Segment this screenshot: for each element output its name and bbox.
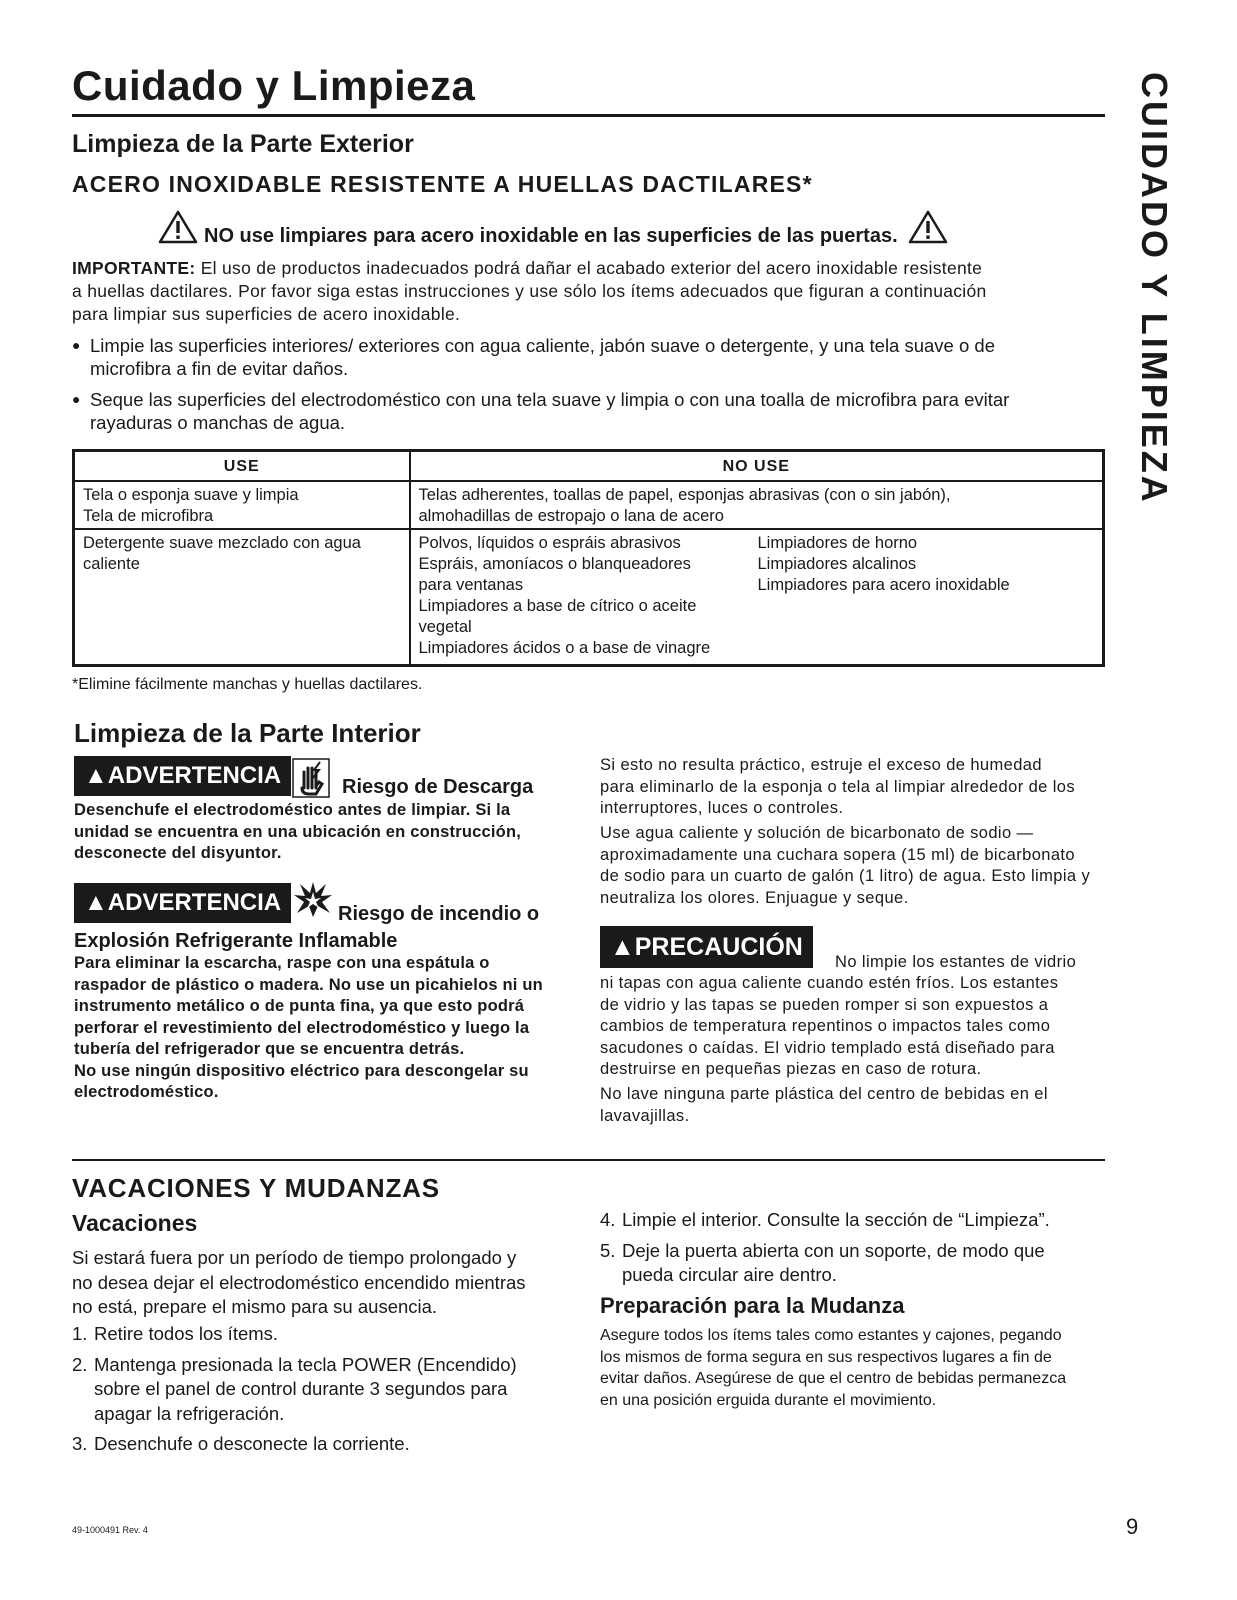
caution-text: ni tapas con agua caliente cuando estén fríos. Los estantes de vidrio y las tapas se pueden romper si son expuestos a cambios de temperatura repentinos o impactos tales como sacudones o caídas. El vidrio templado está diseñado para destruirse en pequeñas piezas en caso de rotura. <box>600 974 1059 1078</box>
fire-warning <box>74 883 291 923</box>
list-item: 3. Desenchufe o desconecte la corriente. <box>72 1433 410 1454</box>
sidebar-section-title: CUIDADO Y LIMPIEZA <box>1134 72 1175 505</box>
warning-badge: ▲ADVERTENCIA <box>74 883 291 923</box>
vacations-heading: VACACIONES Y MUDANZAS <box>72 1173 440 1203</box>
list-item: 4. Limpie el interior. Consulte la sección de “Limpieza”. <box>600 1209 1050 1230</box>
important-line: a huellas dactilares. Por favor siga estas instrucciones y use sólo los ítems adecuados que figuran a continuación <box>72 281 987 301</box>
section-divider <box>72 1159 1105 1161</box>
moving-heading: Preparación para la Mudanza <box>600 1293 905 1318</box>
important-line: para limpiar sus superficies de acero inoxidable. <box>72 304 461 324</box>
caution-first-line: No limpie los estantes de vidrio <box>835 953 1077 971</box>
page-number: 9 <box>1126 1514 1139 1539</box>
vacation-steps-left <box>72 1322 582 1463</box>
page-title: Cuidado y Limpieza <box>72 62 476 109</box>
table-header-row <box>74 451 1104 482</box>
warning-triangle-icon <box>908 210 948 250</box>
fire-warning-text: Para eliminar la escarcha, raspe con una espátula o raspador de plástico o madera. No use un picahielos ni un instrumento metálico o de punta fina, ya que esto podrá perforar el revestimiento del electrodoméstico y luego la tubería del refrigerador que se encuentra detrás. No use ningún dispositivo eléctrico para descongelar su electrodoméstico. <box>74 954 543 1101</box>
warning-triangle-icon <box>158 210 198 250</box>
door-warning-text: NO use limpiares para acero inoxidable en las superficies de las puertas. <box>204 225 898 247</box>
fire-hazard-title-2: Explosión Refrigerante Inflamable <box>74 930 398 952</box>
use-cell: Detergente suave mezclado con agua caliente <box>74 529 410 665</box>
list-item: 2. Mantenga presionada la tecla POWER (Encendido) sobre el panel de control durante 3 segundos para apagar la refrigeración. <box>72 1353 517 1424</box>
shock-warning-text: Desenchufe el electrodoméstico antes de limpiar. Si la unidad se encuentra en una ubicación en construcción, desconecte del disyuntor. <box>74 801 522 862</box>
caution-badge-wrap <box>600 926 813 968</box>
list-item: 5. Deje la puerta abierta con un soporte, de modo que pueda circular aire dentro. <box>600 1239 1045 1285</box>
shock-warning <box>74 756 291 796</box>
no-use-header: NO USE <box>410 451 1104 482</box>
table-row <box>74 529 1104 665</box>
no-use-cell <box>410 529 1104 665</box>
explosion-icon <box>293 880 333 923</box>
title-divider <box>72 114 1105 117</box>
important-line: El uso de productos inadecuados podrá dañar el acabado exterior del acero inoxidable resistente <box>200 258 983 278</box>
humidity-paragraph: Si esto no resulta práctico, estruje el exceso de humedad para eliminarlo de la esponja o tela al limpiar alrededor de los interruptores, luces o controles. <box>600 756 1076 817</box>
list-item: ● Limpie las superficies interiores/ exteriores con agua caliente, jabón suave o detergente, y una tela suave o de microfibra a fin de evitar daños. <box>72 334 1112 380</box>
vacations-intro: Si estará fuera por un período de tiempo prolongado y no desea dejar el electrodoméstico encendido mientras no está, prepare el mismo para su ausencia. <box>72 1247 526 1317</box>
document-code: 49-1000491 Rev. 4 <box>72 1525 148 1535</box>
use-cell: Tela o esponja suave y limpia Tela de microfibra <box>74 481 410 529</box>
interior-heading: Limpieza de la Parte Interior <box>74 718 421 748</box>
door-warning <box>158 210 948 250</box>
stainless-subheading: ACERO INOXIDABLE RESISTENTE A HUELLAS DACTILARES* <box>72 171 813 197</box>
no-use-cell: Telas adherentes, toallas de papel, esponjas abrasivas (con o sin jabón), almohadillas de estropajo o lana de acero <box>410 481 1104 529</box>
list-item: ● Seque las superficies del electrodoméstico con una tela suave y limpia o con una toalla de microfibra para evitar rayaduras o manchas de agua. <box>72 388 1112 434</box>
dishwasher-note: No lave ninguna parte plástica del centro de bebidas en el lavavajillas. <box>600 1085 1048 1125</box>
no-use-list-a: Polvos, líquidos o espráis abrasivos Espráis, amoníacos o blanqueadores para ventanas Limpiadores a base de cítrico o aceite vegetal Limpiadores ácidos o a base de vinagre <box>418 534 711 657</box>
fire-hazard-title: Riesgo de incendio o <box>338 903 540 925</box>
no-use-list-b: Limpiadores de horno Limpiadores alcalinos Limpiadores para acero inoxidable <box>757 534 1010 594</box>
shock-hazard-title: Riesgo de Descarga <box>342 776 534 798</box>
important-paragraph <box>72 257 1112 326</box>
shock-hazard-icon <box>292 758 330 803</box>
baking-soda-paragraph: Use agua caliente y solución de bicarbonato de sodio — aproximadamente una cuchara sopera (15 ml) de bicarbonato de sodio para un cuarto de galón (1 litro) de agua. Esto limpia y neutraliza los olores. Enjuague y seque. <box>600 824 1091 907</box>
use-no-use-table <box>72 449 1105 667</box>
cleaning-bullets <box>72 334 1112 442</box>
important-label: IMPORTANTE: <box>72 258 196 278</box>
moving-paragraph: Asegure todos los ítems tales como estantes y cajones, pegando los mismos de forma segura en sus respectivos lugares a fin de evitar daños. Asegúrese de que el centro de bebidas permanezca en una posición erguida durante el movimiento. <box>600 1327 1067 1409</box>
caution-badge: ▲PRECAUCIÓN <box>600 926 813 968</box>
vacations-subheading: Vacaciones <box>72 1210 198 1236</box>
table-row <box>74 481 1104 529</box>
warning-badge: ▲ADVERTENCIA <box>74 756 291 796</box>
vacation-steps-right <box>600 1208 1120 1294</box>
exterior-heading: Limpieza de la Parte Exterior <box>72 130 414 158</box>
list-item: 1. Retire todos los ítems. <box>72 1323 279 1344</box>
table-footnote: *Elimine fácilmente manchas y huellas dactilares. <box>72 676 423 693</box>
use-header: USE <box>74 451 410 482</box>
